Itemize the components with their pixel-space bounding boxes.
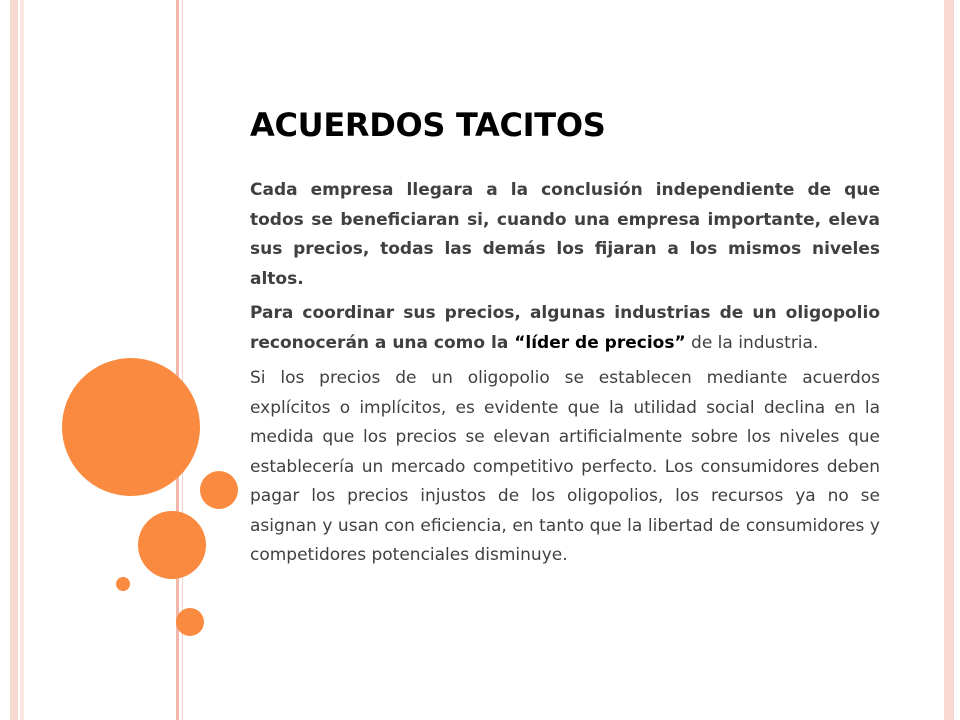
paragraph-2 xyxy=(250,299,880,358)
decorative-line-left-2 xyxy=(20,0,24,720)
decorative-circle-large xyxy=(62,358,200,496)
decorative-circle-medium xyxy=(138,511,206,579)
decorative-line-right-1 xyxy=(944,0,954,720)
decorative-circle-tiny xyxy=(116,577,130,591)
decorative-circle-small-2 xyxy=(176,608,204,636)
paragraph-2-tail: de la industria. xyxy=(685,332,819,353)
decorative-circle-small-1 xyxy=(200,471,238,509)
paragraph-1: Cada empresa llegara a la conclusión independiente de que todos se beneficiaran si, cuando una empresa importante, eleva sus precios, todas las demás los fijaran a los mismos niveles altos. xyxy=(250,180,880,289)
paragraph-2-lead: Para coordinar sus precios, algunas industrias de un oligopolio reconocerán a una como la xyxy=(250,303,880,353)
slide-title: ACUERDOS TACITOS xyxy=(250,106,606,144)
paragraph-3: Si los precios de un oligopolio se establecen mediante acuerdos explícitos o implícitos, es evidente que la utilidad social declina en la medida que los precios se elevan artificialmente sobre los niveles que establecería un mercado competitivo perfecto. Los consumidores deben pagar los precios injustos de los oligopolios, los recursos ya no se asignan y usan con eficiencia, en tanto que la libertad de consumidores y competidores potenciales disminuye. xyxy=(250,368,880,565)
decorative-line-left-1 xyxy=(10,0,18,720)
paragraph-2-highlight: “líder de precios” xyxy=(514,332,686,353)
